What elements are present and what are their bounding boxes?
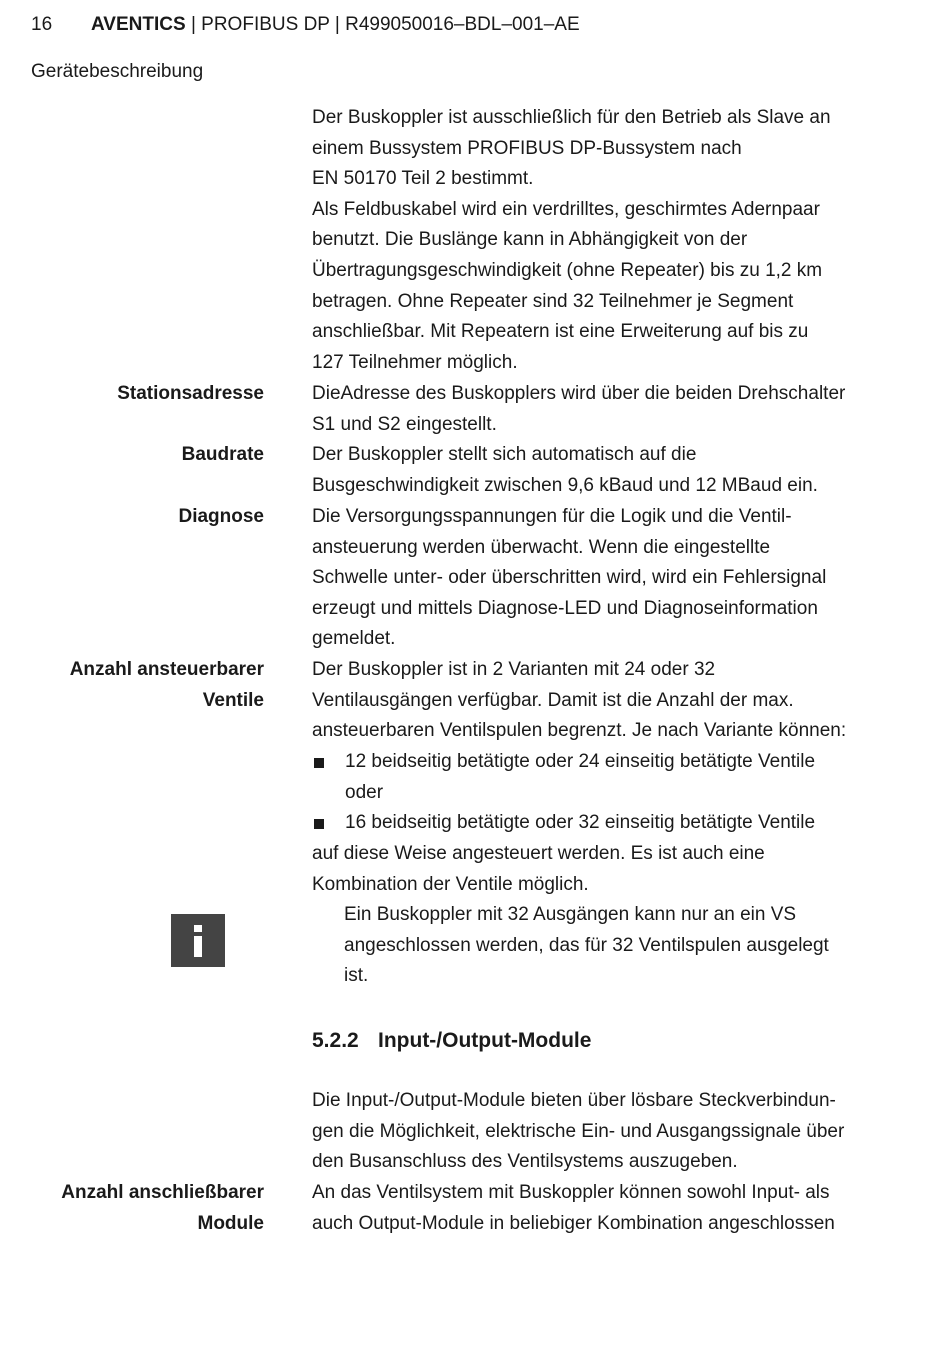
side-label-ventile [70, 655, 264, 716]
side-label-stationsadresse: Stationsadresse [117, 383, 264, 404]
subsection-heading [312, 1026, 591, 1056]
text-line: angeschlossen werden, das für 32 Ventilspulen ausgelegt [344, 934, 829, 956]
intro-paragraph [312, 103, 831, 378]
text-line: Kombination der Ventile möglich. [312, 873, 589, 895]
page-number: 16 [31, 14, 53, 35]
section-title: Gerätebeschreibung [31, 61, 204, 82]
ventile-after-paragraph [312, 839, 765, 900]
bullet-square-icon [314, 758, 324, 768]
text-line: betragen. Ohne Repeater sind 32 Teilnehmer je Segment [312, 290, 794, 312]
text-line: benutzt. Die Buslänge kann in Abhängigkeit von der [312, 229, 748, 251]
subsection-number: 5.2.2 [312, 1029, 359, 1052]
io-intro-paragraph [312, 1086, 844, 1178]
text-line: ansteuerbaren Ventilspulen begrenzt. Je nach Variante können: [312, 720, 847, 742]
subsection-title: Input-/Output-Module [378, 1029, 592, 1052]
text-line: Die Versorgungsspannungen für die Logik und die Ventil- [312, 506, 792, 527]
text-line: auf diese Weise angesteuert werden. Es ist auch eine [312, 843, 765, 864]
text-line: ansteuerung werden überwacht. Wenn die eingestellte [312, 536, 771, 558]
info-icon [171, 914, 225, 967]
info-note-text [344, 900, 829, 992]
diagnose-paragraph [312, 502, 826, 655]
side-label-line: Anzahl ansteuerbarer [69, 659, 264, 680]
text-line: An das Ventilsystem mit Buskoppler können sowohl Input- als [312, 1182, 830, 1203]
text-line: Schwelle unter- oder überschritten wird, wird ein Fehlersignal [312, 567, 827, 589]
text-line: Der Buskoppler ist in 2 Varianten mit 24 oder 32 [312, 659, 716, 680]
text-line: gen die Möglichkeit, elektrische Ein- und Ausgangssignale über [312, 1120, 845, 1142]
bullet-square-icon [314, 819, 324, 829]
text-line: DieAdresse des Buskopplers wird über die beiden Drehschalter [312, 383, 846, 404]
stationsadresse-paragraph [312, 379, 845, 440]
text-line: 12 beidseitig betätigte oder 24 einseitig betätigte Ventile [345, 751, 816, 772]
text-line: Ein Buskoppler mit 32 Ausgängen kann nur an ein VS [344, 904, 797, 925]
text-line: S1 und S2 eingestellt. [312, 413, 497, 435]
text-line: den Busanschluss des Ventilsystems auszugeben. [312, 1151, 738, 1173]
ventile-paragraph [312, 655, 846, 747]
text-line: gemeldet. [312, 628, 396, 650]
text-line: Die Input-/Output-Module bieten über lösbare Steckverbindun- [312, 1090, 836, 1111]
text-line: EN 50170 Teil 2 bestimmt. [312, 168, 534, 190]
text-line: Der Buskoppler ist ausschließlich für den Betrieb als Slave an [312, 107, 831, 128]
text-line: Ventilausgängen verfügbar. Damit ist die Anzahl der max. [312, 689, 794, 711]
document-id: | PROFIBUS DP | R499050016–BDL–001–AE [185, 14, 580, 35]
text-line: anschließbar. Mit Repeatern ist eine Erweiterung auf bis zu [312, 321, 809, 343]
side-label-baudrate: Baudrate [181, 444, 264, 465]
side-label-line: Ventile [202, 689, 264, 711]
text-line: 16 beidseitig betätigte oder 32 einseitig betätigte Ventile [345, 812, 816, 833]
text-line: 127 Teilnehmer möglich. [312, 351, 518, 373]
text-line: oder [345, 781, 384, 803]
page-header [31, 12, 580, 38]
module-paragraph [312, 1178, 835, 1239]
side-label-line: Anzahl anschließbarer [61, 1182, 264, 1203]
side-label-line: Module [197, 1212, 264, 1234]
text-line: Übertragungsgeschwindigkeit (ohne Repeater) bis zu 1,2 km [312, 259, 823, 281]
text-line: auch Output-Module in beliebiger Kombination angeschlossen [312, 1212, 835, 1234]
side-label-module [61, 1178, 264, 1239]
text-line: Als Feldbuskabel wird ein verdrilltes, geschirmtes Adernpaar [312, 198, 820, 220]
text-line: ist. [344, 965, 369, 987]
text-line: Busgeschwindigkeit zwischen 9,6 kBaud und 12 MBaud ein. [312, 474, 818, 496]
text-line: Der Buskoppler stellt sich automatisch auf die [312, 444, 697, 465]
baudrate-paragraph [312, 440, 818, 501]
side-label-diagnose: Diagnose [178, 506, 264, 527]
text-line: erzeugt und mittels Diagnose-LED und Diagnoseinformation [312, 597, 818, 619]
brand-name: AVENTICS [91, 14, 186, 35]
text-line: einem Bussystem PROFIBUS DP-Bussystem nach [312, 137, 742, 159]
